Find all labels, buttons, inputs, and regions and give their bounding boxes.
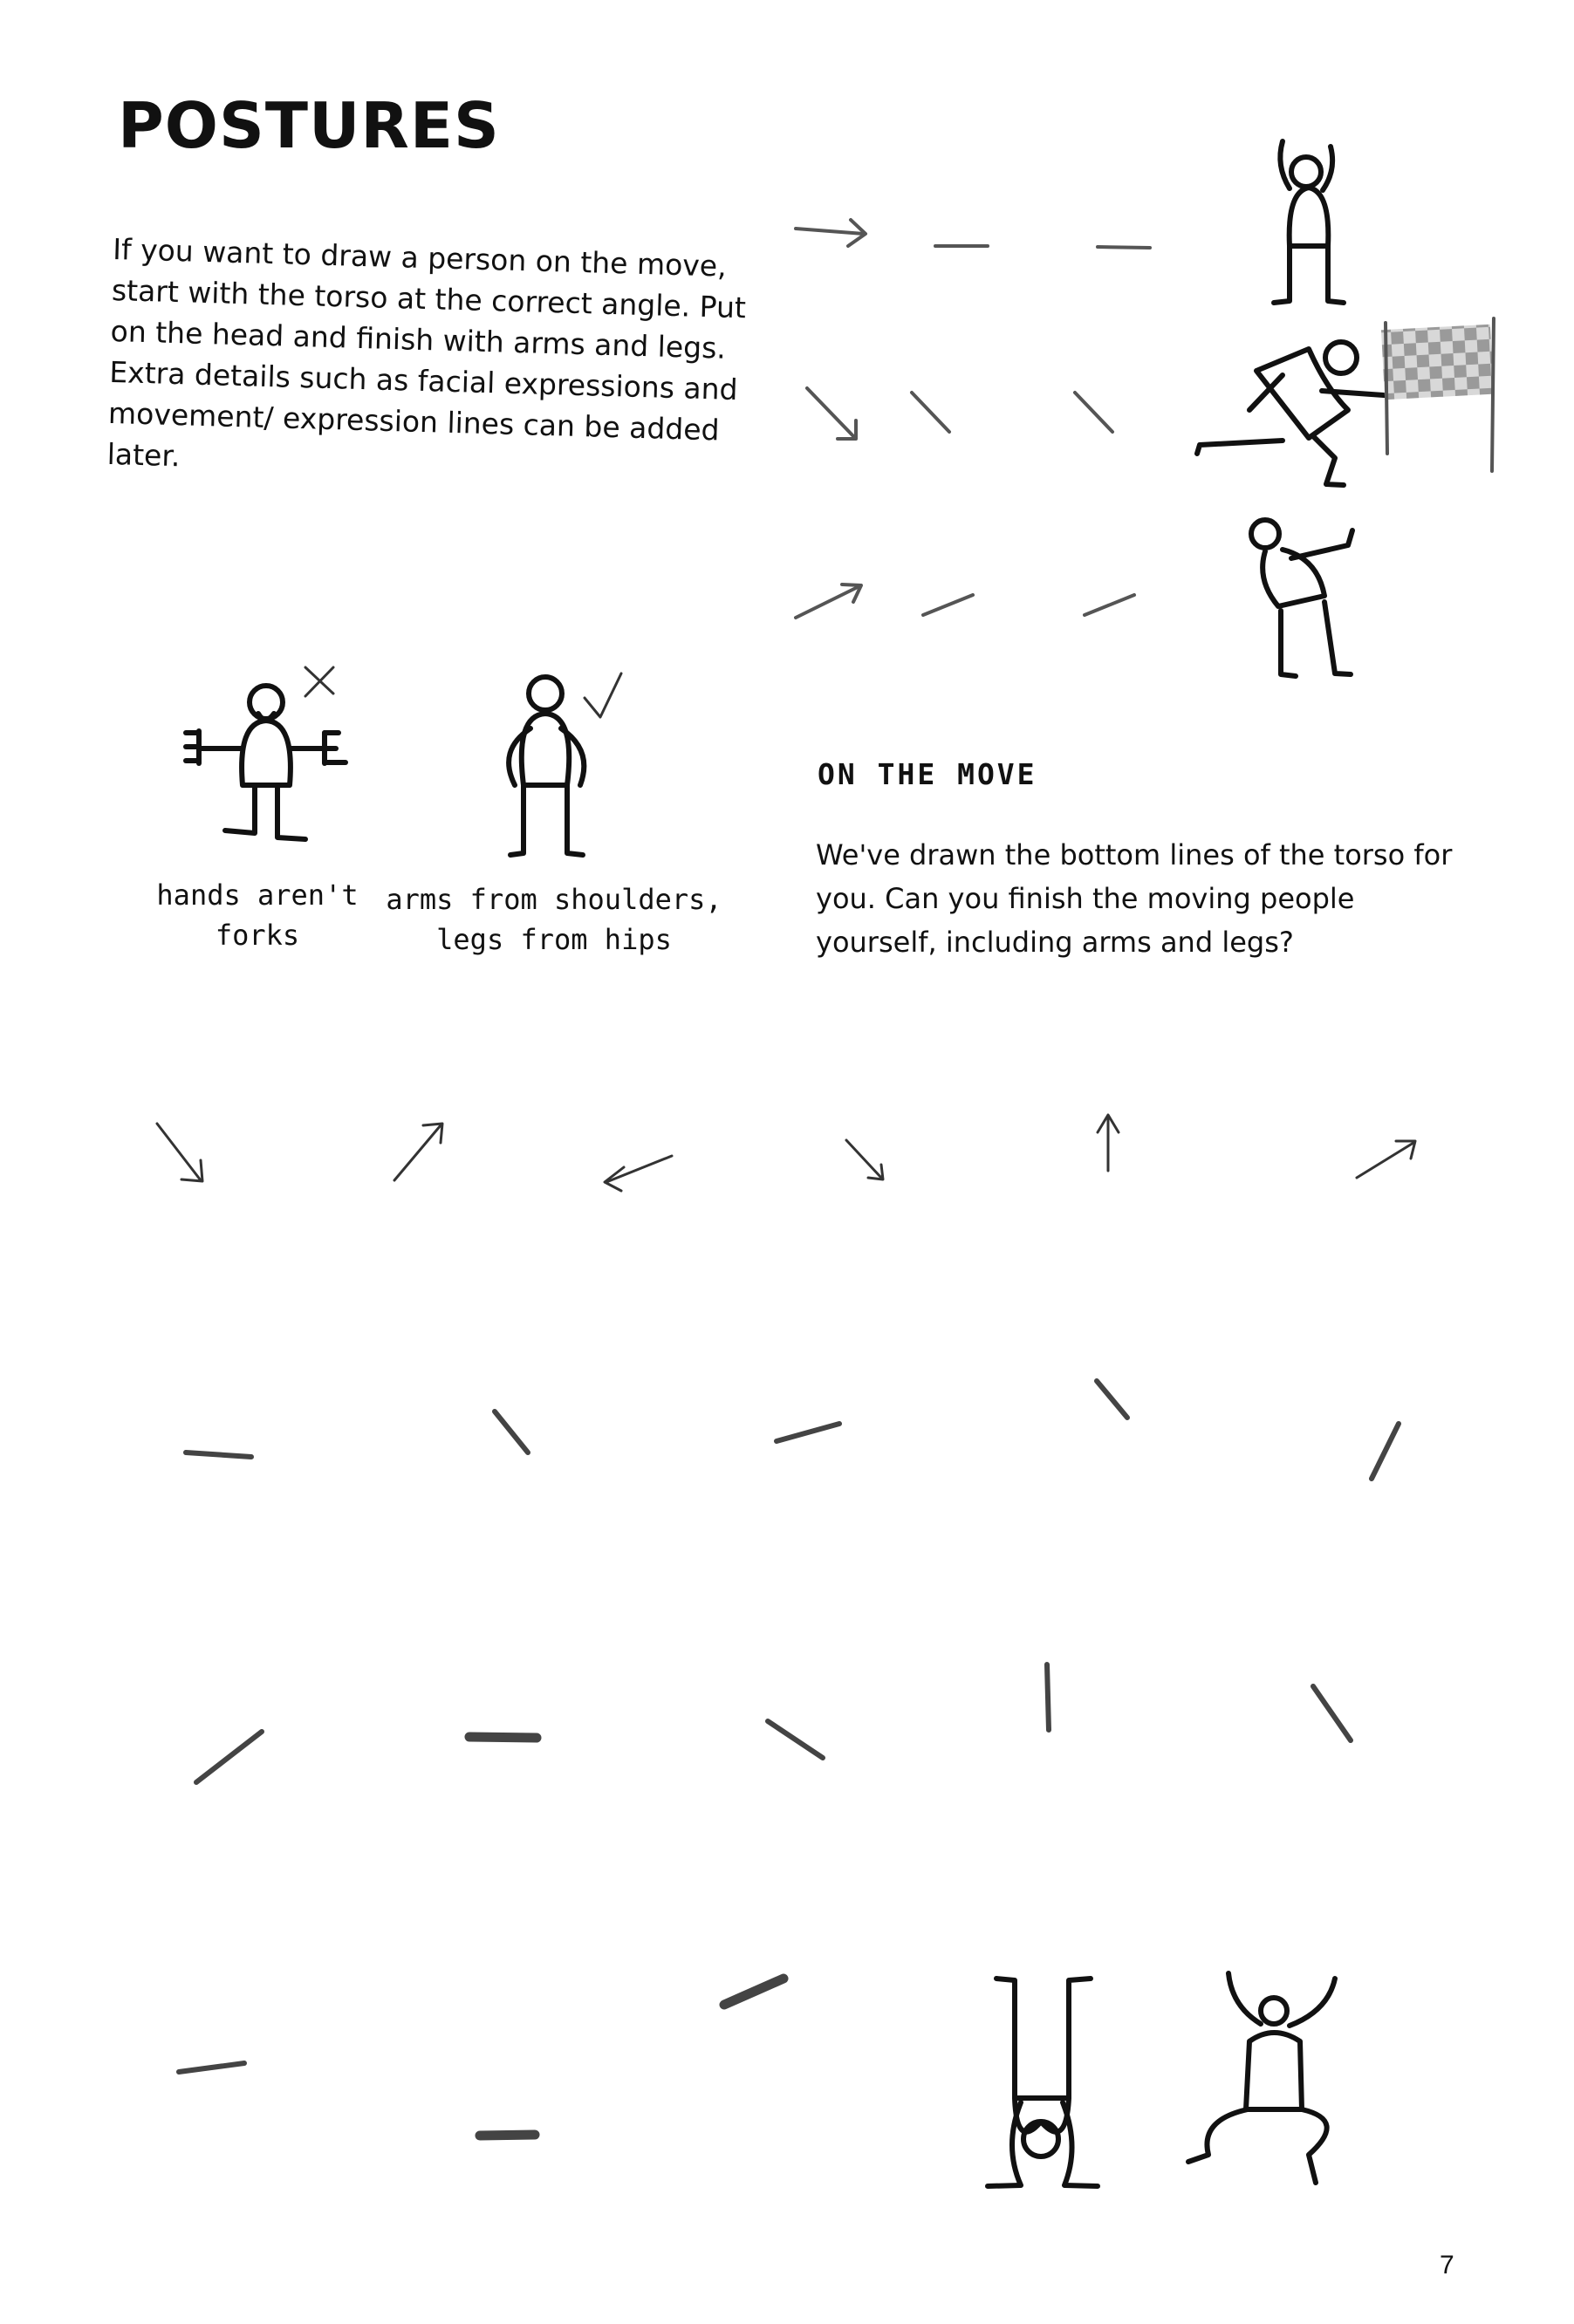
torso-guide-line xyxy=(912,393,949,432)
page-number: 7 xyxy=(1440,2251,1454,2280)
stick-figure-icon xyxy=(509,677,584,855)
torso-guide-line xyxy=(1097,1381,1127,1418)
arrow-icon xyxy=(394,1124,442,1180)
stick-figure-icon xyxy=(1274,141,1344,303)
checkered-flag-icon xyxy=(1381,318,1494,471)
torso-guide-line xyxy=(724,1979,784,2005)
squat-figure xyxy=(1188,1973,1335,2183)
right-example-caption: arms from shoulders, legs from hips xyxy=(386,883,722,956)
arrow-icon xyxy=(1098,1115,1119,1171)
torso-guide-line xyxy=(1047,1664,1049,1730)
demo-row-1 xyxy=(796,141,1344,303)
arrow-icon xyxy=(157,1124,202,1181)
torso-guide-line xyxy=(768,1721,823,1758)
torso-guide-line xyxy=(469,1737,537,1738)
page-title: POSTURES xyxy=(118,89,500,162)
stick-figure-icon xyxy=(1251,520,1352,676)
stick-figure-icon xyxy=(1197,342,1396,485)
handstand-figure xyxy=(988,1979,1098,2186)
arrow-icon xyxy=(605,1156,672,1191)
torso-guide-line xyxy=(1313,1686,1351,1740)
torso-guide-line xyxy=(777,1424,839,1441)
torso-guide-line xyxy=(1098,247,1150,248)
intro-paragraph: If you want to draw a person on the move, start with the torso at the correct angle. Put on the head and finish with arms and legs. Extra details such as facial expressions and movement/ expression lines can be added later. xyxy=(106,231,747,474)
arrow-icon xyxy=(807,388,856,439)
torso-guide-line xyxy=(923,595,973,615)
practice-arrows xyxy=(157,1115,1415,1191)
torso-guide-line xyxy=(186,1452,251,1457)
arrow-icon xyxy=(796,584,861,618)
cross-mark-icon xyxy=(305,667,333,696)
section-heading: ON THE MOVE xyxy=(818,757,1037,791)
torso-guide-line xyxy=(1372,1424,1399,1479)
wrong-example xyxy=(186,667,346,839)
arrow-icon xyxy=(796,220,866,246)
arrow-icon xyxy=(846,1140,883,1179)
torso-guide-line xyxy=(495,1411,528,1452)
check-mark-icon xyxy=(585,673,621,717)
torso-guide-line xyxy=(1085,595,1134,615)
section-instructions: We've drawn the bottom lines of the torso for you. Can you finish the moving people yourself, including arms and legs? xyxy=(816,838,1453,959)
torso-guide-line xyxy=(1075,393,1112,432)
demo-row-2 xyxy=(807,318,1494,485)
stick-figure-icon xyxy=(186,686,346,839)
torso-guide-line xyxy=(179,2063,244,2072)
torso-guide-line xyxy=(480,2135,535,2136)
demo-row-3 xyxy=(796,520,1352,676)
arrow-icon xyxy=(1357,1141,1415,1178)
wrong-example-caption: hands aren't forks xyxy=(156,878,359,952)
torso-guide-line xyxy=(196,1732,262,1782)
right-example xyxy=(509,673,621,855)
practice-torso-lines xyxy=(179,1381,1399,2136)
